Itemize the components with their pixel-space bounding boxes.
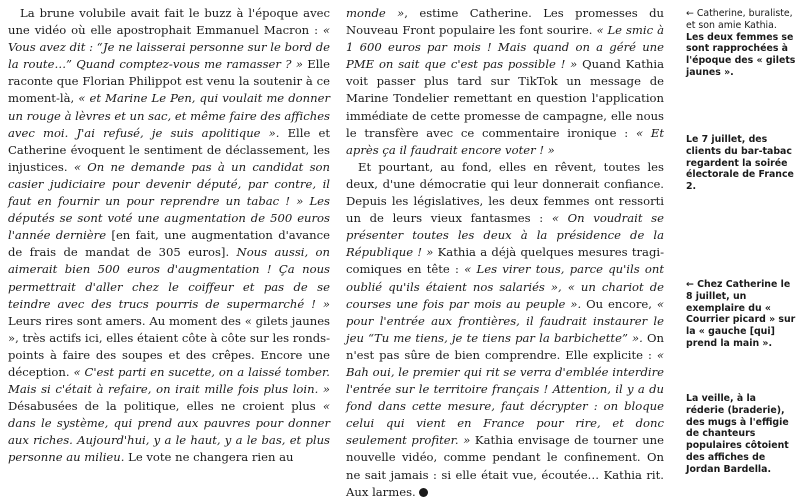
quote-text: « Bah oui, le premier qui rit se verra d'emblée interdire l'entrée sur le territoire français ! Attention, il y a du fond dans cette mesure, faut décrypter : on bloque celui qui vient en France pour rire, et donc seulement profiter. » — [346, 347, 664, 448]
bold-text: ← Chez Catherine le 8 juillet, un exemplaire du « Courrier picard » sur la « gauche [qui] prend la main ». — [686, 279, 796, 349]
caption — [686, 279, 796, 350]
quote-text: Nous aussi, on aimerait bien 500 euros d'augmentation ! Ça nous permettrait d'aller chez le coiffeur et pas de se teindre avec des trucs pourris de supermarché ! » — [8, 245, 331, 311]
article-column-2 — [346, 5, 664, 501]
text-run: ← Catherine, buraliste, et son amie Kathia. — [686, 8, 793, 31]
text-run: Elle raconte que Florian Philippot est venu la soutenir à ce moment-là, — [8, 57, 330, 106]
text-run: Leurs rires sont amers. Au moment des « gilets jaunes », très actifs ici, elles étaient côte à côte sur les ronds-points à faire des soupes et des crêpes. Encore une déception. — [8, 313, 330, 379]
bold-text: Les deux femmes se sont rapprochées à l'époque des « gilets jaunes ». — [686, 31, 796, 78]
quote-text: « Les virer tous, parce qu'ils ont oublié qu'ils étaient nos salariés », « un chariot de courses une fois par mois au peuple ». — [346, 262, 665, 311]
quote-text: « C'est parti en sucette, on a laissé tomber. Mais si c'était à refaire, on irait mille fois plus loin. » — [8, 364, 330, 397]
paragraph — [346, 5, 664, 159]
text-run: On n'est pas sûre de bien comprendre. Elle explicite : — [346, 330, 664, 362]
text-run: , estime Catherine. Les promesses du Nouveau Front populaire les font sourire. — [346, 6, 664, 38]
quote-text: monde » — [346, 6, 405, 20]
paragraph — [8, 5, 330, 467]
quote-text: « et Marine Le Pen, qui voulait me donner un rouge à lèvres et un sac, et même faire des affiches avec moi. J'ai refusé, je suis apolitique ». — [8, 91, 331, 140]
text-run: Kathia envisage de tourner une nouvelle vidéo, comme pendant le confinement. On ne sait jamais : si elle était vue, écoutée… Kathia rit. Aux larmes. — [346, 433, 664, 499]
text-run: Ou encore, — [581, 296, 657, 311]
text-run: Et pourtant, au fond, elles en rêvent, toutes les deux, d'une démocratie qui leur donnerait confiance. Depuis les législatives, les deux femmes ont ressorti un de leurs vieux fantasmes : — [346, 159, 664, 226]
text-run: Le vote ne changera rien au — [124, 450, 294, 465]
text-run: Kathia a déjà quelques mesures tragi-comiques en tête : — [346, 245, 664, 277]
caption — [686, 8, 796, 79]
caption — [686, 393, 796, 476]
caption — [686, 134, 796, 193]
quote-text: « On voudrait se présenter toutes les deux à la présidence de la République ! » — [346, 211, 664, 260]
paragraph — [346, 159, 664, 501]
quote-text: « pour l'entrée aux frontières, il faudrait instaurer le jeu “Tu me tiens, je te tiens par la barbichette” ». — [346, 296, 664, 345]
end-of-article-dot-icon — [419, 488, 428, 497]
quote-text: « Le smic à 1 600 euros par mois ! Mais quand on a géré une PME on sait que c'est pas possible ! » — [346, 23, 664, 72]
text-run: Désabusées de la politique, elles ne croient plus — [8, 399, 323, 414]
paragraph-text — [346, 160, 664, 499]
quote-text: « On ne demande pas à un candidat son casier judiciaire pour devenir député, par contre, il faut en fournir un pour reprendre un tabac ! » Les députés se sont voté une augmentation de 500 euros l'année dernière — [8, 159, 330, 243]
quote-text: « Et après ça il faudrait encore voter ! » — [346, 125, 665, 157]
bold-text: Le 7 juillet, des clients du bar-tabac regardent la soirée électorale de France 2. — [686, 134, 794, 193]
text-run: La brune volubile avait fait le buzz à l'époque avec une vidéo où elle apostrophait Emmanuel Macron : — [8, 6, 330, 38]
text-run: [en fait, une augmentation d'avance de frais de mandat de 305 euros]. — [8, 228, 330, 260]
quote-text: « dans le système, qui prend aux pauvres pour donner aux riches. Aujourd'hui, y a le haut, y a le bas, et plus personne au milieu. — [8, 399, 330, 465]
text-run: Elle et Catherine évoquent le sentiment de déclassement, les injustices. — [8, 125, 330, 174]
quote-text: « Vous avez dit : “Je ne laisserai personne sur le bord de la route…” Quand comptez-vous me ramasser ? » — [8, 23, 330, 72]
bold-text: La veille, à la réderie (braderie), des mugs à l'effigie de chanteurs populaires côtoient des affiches de Jordan Bardella. — [686, 393, 789, 475]
text-run: Quand Kathia voit passer plus tard sur TikTok un message de Marine Tondelier remettant en question l'application immédiate de cette promesse de campagne, elle nous le transfère avec ce commentaire ironique : — [346, 57, 665, 140]
article-column-1 — [8, 5, 330, 467]
